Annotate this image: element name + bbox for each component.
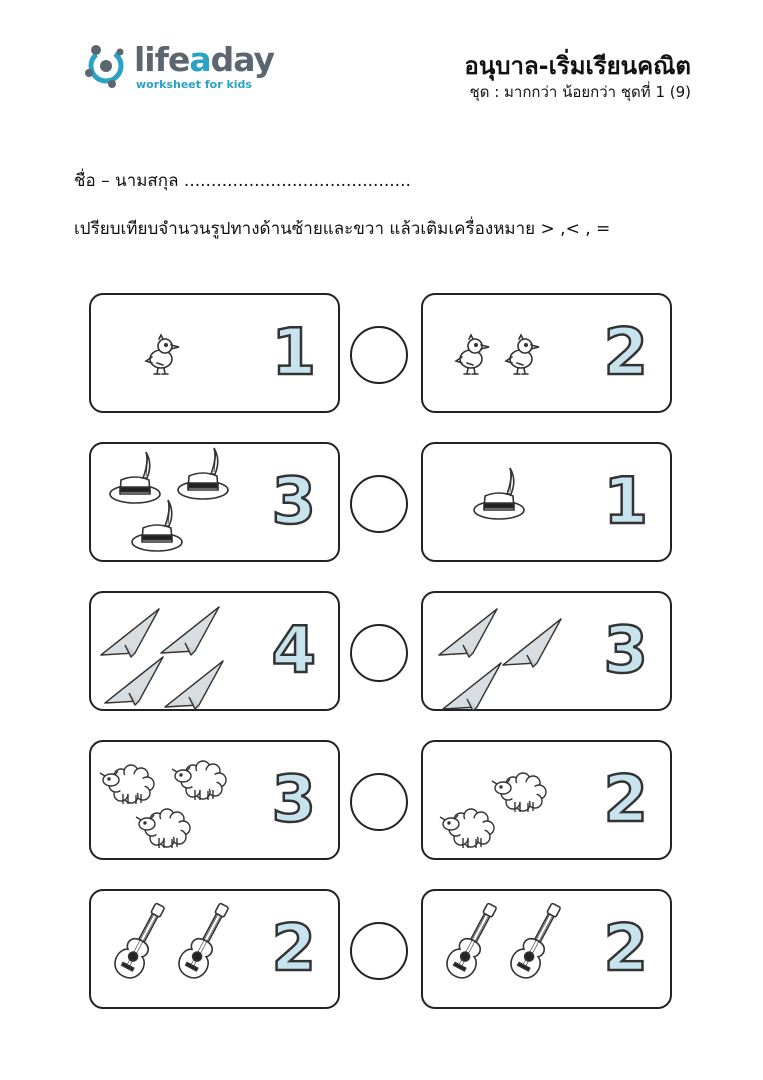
- right-picture-card: [421, 740, 672, 860]
- count-number: 2: [271, 912, 316, 986]
- count-number: 4: [271, 614, 316, 688]
- exercise-row: [0, 591, 763, 713]
- guitar-icon: [174, 899, 237, 983]
- count-number: 1: [271, 316, 316, 390]
- logo: [82, 38, 282, 98]
- picture-group: [91, 444, 261, 562]
- guitar-icon: [110, 899, 173, 983]
- left-picture-card: [89, 591, 340, 711]
- count-number: 2: [603, 912, 648, 986]
- exercise-row: [0, 740, 763, 862]
- guitar-icon: [506, 899, 569, 983]
- answer-circle[interactable]: [350, 773, 408, 831]
- sheep-icon: [100, 765, 154, 804]
- right-picture-card: [421, 889, 672, 1009]
- bird-icon: [506, 335, 539, 374]
- answer-circle[interactable]: [350, 624, 408, 682]
- left-picture-card: [89, 740, 340, 860]
- paper-plane-icon: [165, 661, 223, 709]
- picture-group: [423, 444, 593, 562]
- picture-group: [91, 295, 261, 413]
- exercise-row: [0, 293, 763, 415]
- page-subtitle: ชุด : มากกว่า น้อยกว่า ชุดที่ 1 (9): [469, 83, 691, 101]
- answer-circle[interactable]: [350, 326, 408, 384]
- name-field-line[interactable]: ชื่อ – นามสกุล ..........................................: [74, 171, 411, 191]
- count-number: 2: [603, 763, 648, 837]
- count-number: 3: [271, 465, 316, 539]
- answer-circle[interactable]: [350, 922, 408, 980]
- right-picture-card: [421, 293, 672, 413]
- sheep-icon: [492, 773, 546, 812]
- hat-icon: [132, 500, 182, 551]
- left-picture-card: [89, 293, 340, 413]
- paper-plane-icon: [443, 663, 501, 711]
- molecule-logo-icon: [82, 40, 134, 92]
- paper-plane-icon: [105, 657, 163, 705]
- picture-group: [91, 891, 261, 1009]
- page-title: อนุบาล-เริ่มเรียนคณิต: [464, 52, 691, 80]
- paper-plane-icon: [101, 609, 159, 657]
- count-number: 3: [603, 614, 648, 688]
- left-picture-card: [89, 442, 340, 562]
- logo-tagline: worksheet for kids: [136, 78, 252, 91]
- hat-icon: [474, 468, 524, 519]
- logo-wordmark: lifeaday: [134, 40, 275, 79]
- picture-group: [423, 295, 593, 413]
- picture-group: [423, 742, 593, 860]
- paper-plane-icon: [161, 607, 219, 655]
- picture-group: [91, 742, 261, 860]
- right-picture-card: [421, 591, 672, 711]
- hat-icon: [178, 448, 228, 499]
- instruction-text: เปรียบเทียบจำนวนรูปทางด้านซ้ายและขวา แล้วเติมเครื่องหมาย > ,< , =: [74, 219, 611, 239]
- right-picture-card: [421, 442, 672, 562]
- picture-group: [91, 593, 261, 711]
- sheep-icon: [172, 761, 226, 800]
- paper-plane-icon: [503, 619, 561, 667]
- hat-icon: [110, 452, 160, 503]
- bird-icon: [456, 335, 489, 374]
- paper-plane-icon: [439, 609, 497, 657]
- count-number: 2: [603, 316, 648, 390]
- guitar-icon: [442, 899, 505, 983]
- count-number: 3: [271, 763, 316, 837]
- bird-icon: [146, 335, 179, 374]
- sheep-icon: [440, 809, 494, 848]
- picture-group: [423, 593, 593, 711]
- left-picture-card: [89, 889, 340, 1009]
- exercise-row: [0, 889, 763, 1011]
- picture-group: [423, 891, 593, 1009]
- exercise-row: [0, 442, 763, 564]
- answer-circle[interactable]: [350, 475, 408, 533]
- sheep-icon: [136, 809, 190, 848]
- count-number: 1: [603, 465, 648, 539]
